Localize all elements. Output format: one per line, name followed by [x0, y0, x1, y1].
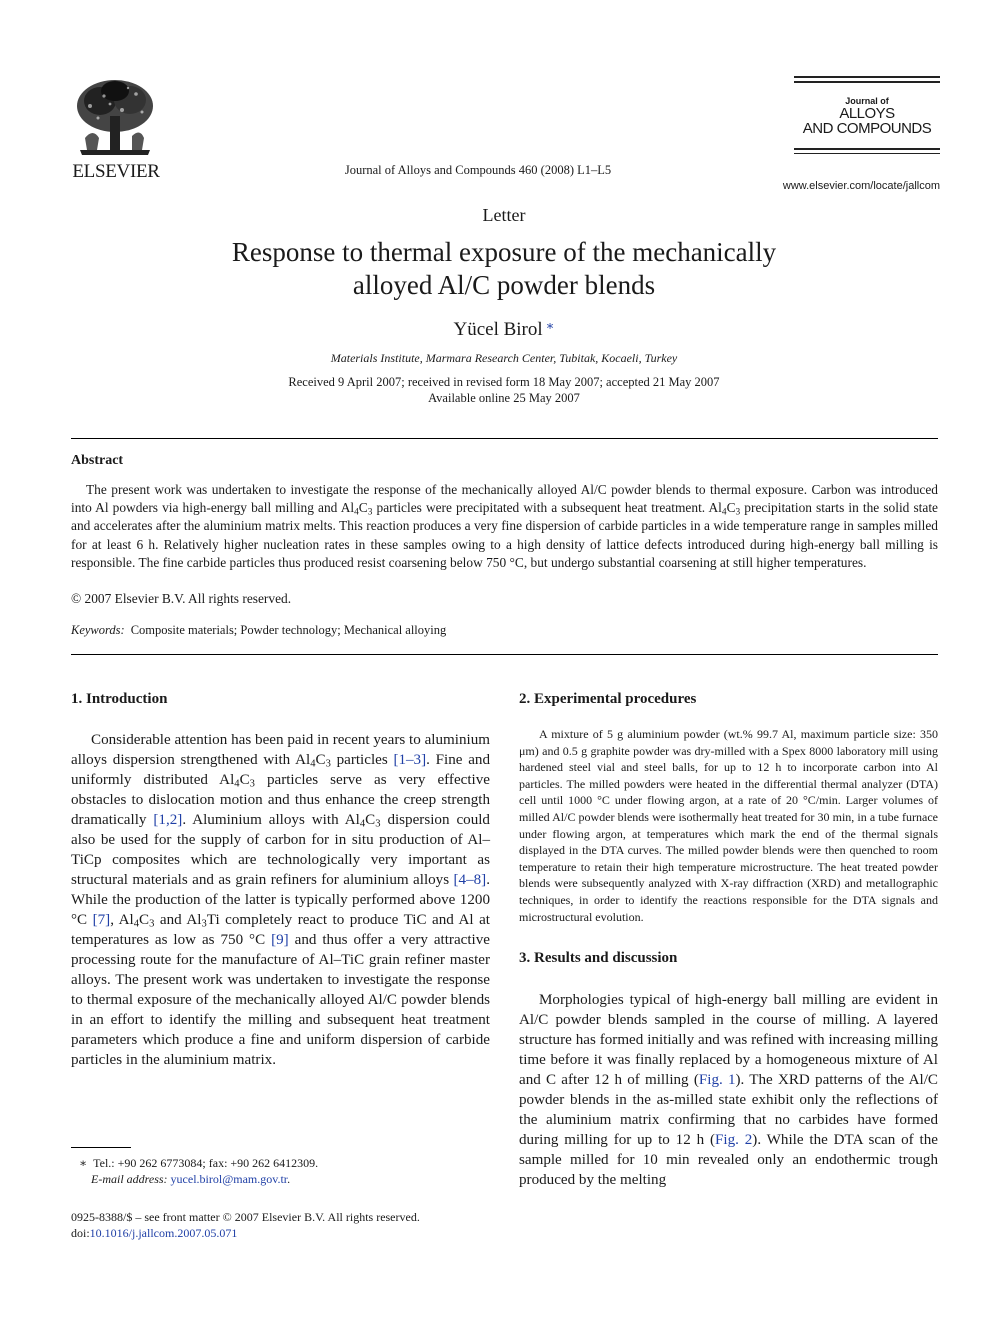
reference-link[interactable]: [4–8]: [453, 872, 487, 888]
reference-link[interactable]: [9]: [271, 932, 289, 948]
keywords-list: Composite materials; Powder technology; Mechanical alloying: [130, 623, 447, 637]
keywords: [71, 623, 446, 638]
experimental-body: A mixture of 5 g aluminium powder (wt.% 99.7 Al, maximum particle size: 350 μm) and 0.5 g graphite powder was dry-milled with a Spex 8000 laboratory mill using hardened steel vial and steel balls, for up to 12 h to incorporate carbon into Al particles. The milled powders were heated in the differential thermal analyzer (DTA) cell until 1000 °C under flowing argon, at a rate of 20 °C/min. Larger volumes of milled Al/C powder blends were isothermally heat treated for 30 min, in a tube furnace under flowing argon, at temperatures which mark the end of the thermal signals displayed in the DTA curves. The milled powder blends were then quenched to room temperature to retain their high temperature microstructure. The heat treated powder blends were subsequently analyzed with X-ray diffraction (XRD) and metallographic techniques, in order to identify the reactions responsible for the DTA signals and microstructural evolution.: [519, 727, 938, 924]
divider: [71, 654, 938, 655]
journal-citation: Journal of Alloys and Compounds 460 (2008) L1–L5: [344, 163, 612, 177]
results-body: Morphologies typical of high-energy ball milling are evident in Al/C powder blends sampled in the course of milling. A layered structure has formed initially and was refined with increasing milling time before it was finally replaced by a homogeneous mixture of Al and C after 12 h of milling (Fig. 1). The XRD patterns of the Al/C powder blends in the as-milled state exhibit only the reflections of the aluminium matrix confirming that no carbides have formed during milling for up to 12 h (Fig. 2). While the DTA scan of the sample milled for 10 min revealed only an endothermic trough produced by the melting: [519, 992, 938, 1188]
doi-label: doi:: [71, 1226, 90, 1240]
figure-link[interactable]: Fig. 1: [698, 1072, 736, 1088]
journal-url[interactable]: www.elsevier.com/locate/jallcom: [782, 180, 940, 192]
journal-logo-rule: [794, 153, 940, 154]
bottom-info: [71, 1209, 531, 1241]
journal-logo-line1: Journal of: [845, 95, 889, 106]
journal-logo-line2: ALLOYS: [839, 104, 895, 122]
publisher-logo: [70, 76, 162, 183]
footnote-mark: ∗: [79, 1156, 88, 1170]
introduction-body: Considerable attention has been paid in recent years to aluminium alloys dispersion strengthened with $Al_4C_3$ particles [1–3]. Fine and uniformly distributed $Al_4C_3$ particles serve as very effective obstacles to dislocation motion and thus enhance the creep strength dramatically [1,2]. Aluminium alloys with $Al_4C_3$ dispersion could also be used for the supply of carbon for in situ production of Al–TiCp composites which are technologically very important as structural materials and as grain refiners for aluminium alloys [4–8]. While the production of the latter is typically performed above 1200 °C [7], $Al_4C_3$ and $Al_3Ti$ completely react to produce TiC and Al at temperatures as low as 750 °C [9] and thus offer a very attractive processing route for the manufacture of Al–TiC grain refiner master alloys. The present work was undertaken to investigate the response to thermal exposure of the mechanically alloyed Al/C powder blends in an effort to identify the milling and subsequent heat treatment parameters which produce a fine and uniform dispersion of carbide particles in the aluminium matrix.: [71, 732, 490, 1068]
journal-logo-rule: [794, 148, 940, 150]
journal-logo-rule: [794, 76, 940, 78]
doi-link[interactable]: 10.1016/j.jallcom.2007.05.071: [89, 1226, 238, 1240]
figure-link[interactable]: Fig. 2: [715, 1132, 753, 1148]
section-1-heading: 1. Introduction: [71, 691, 168, 707]
journal-logo-rule: [794, 81, 940, 82]
section-3-heading: 3. Results and discussion: [519, 950, 678, 966]
title-line-2: alloyed Al/C powder blends: [352, 270, 656, 300]
title-line-1: Response to thermal exposure of the mechanically: [231, 237, 777, 267]
abstract-heading: Abstract: [71, 453, 124, 468]
footnote: ∗ Tel.: +90 262 6773084; fax: +90 262 6412309. E-mail address: yucel.birol@mam.gov.tr.: [79, 1156, 319, 1186]
journal-logo-line3: AND COMPOUNDS: [802, 119, 932, 137]
author-name: Yücel Birol: [453, 319, 543, 340]
issn-line: 0925-8388/$ – see front matter © 2007 Elsevier B.V. All rights reserved.: [71, 1210, 420, 1224]
email-link[interactable]: yucel.birol@mam.gov.tr: [170, 1172, 288, 1186]
section-2-heading: 2. Experimental procedures: [519, 691, 697, 707]
author-footnote-mark[interactable]: ∗: [545, 318, 555, 333]
article-title: [0, 236, 992, 302]
keywords-label: Keywords:: [71, 623, 125, 637]
email-label: E-mail address:: [91, 1172, 168, 1186]
article-dates: [0, 374, 992, 406]
elsevier-tree-icon: [70, 76, 160, 156]
affiliation: Materials Institute, Marmara Research Center, Tubitak, Kocaeli, Turkey: [330, 351, 678, 365]
abstract-body: The present work was undertaken to investigate the response of the mechanically alloyed Al/C powder blends to thermal exposure. Carbon was introduced into Al powders via high-energy ball milling and $Al_4C_3$ particles were precipitated with a subsequent heat treatment. $Al_4C_3$ precipitation starts in the solid state and accelerates after the aluminium matrix melts. This reaction produces a very fine dispersion of carbide particles in a wide temperature range in samples milled for at least 6 h. Relatively higher nucleation rates in these samples owing to a high density of lattice defects introduced during high-energy ball milling is responsible. The fine carbide particles thus produced resist coarsening below 750 °C, but undergo substantial coarsening at still higher temperatures.: [71, 482, 939, 570]
journal-logo-text: [794, 97, 940, 136]
available-online: Available online 25 May 2007: [428, 391, 580, 405]
article-type: Letter: [482, 205, 526, 225]
received-dates: Received 9 April 2007; received in revised form 18 May 2007; accepted 21 May 2007: [288, 375, 720, 389]
footnote-contact: Tel.: +90 262 6773084; fax: +90 262 6412309.: [93, 1156, 319, 1170]
journal-logo: [794, 76, 940, 157]
reference-link[interactable]: [1–3]: [393, 752, 427, 768]
abstract-copyright: © 2007 Elsevier B.V. All rights reserved.: [71, 591, 292, 606]
reference-link[interactable]: [7]: [92, 912, 111, 928]
footnote-rule: [71, 1147, 131, 1148]
divider: [71, 438, 938, 439]
author: [0, 318, 992, 341]
reference-link[interactable]: [1,2]: [153, 812, 183, 828]
elsevier-wordmark: ELSEVIER: [72, 161, 160, 182]
